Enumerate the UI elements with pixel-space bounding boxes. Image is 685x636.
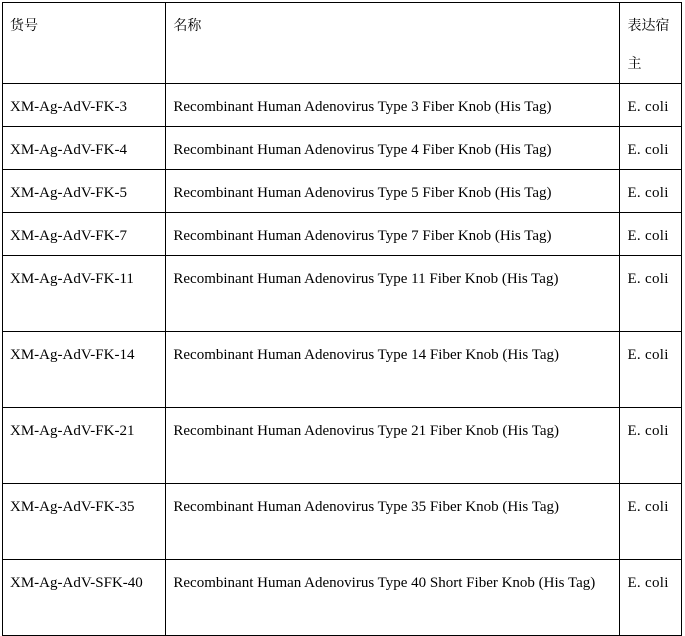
- cell-host: E. coli: [620, 170, 682, 213]
- cell-code: XM-Ag-AdV-FK-14: [3, 332, 166, 408]
- table-row: [3, 484, 682, 560]
- table-row: [3, 213, 682, 256]
- cell-host: E. coli: [620, 408, 682, 484]
- cell-code: XM-Ag-AdV-FK-5: [3, 170, 166, 213]
- cell-name: Recombinant Human Adenovirus Type 7 Fiber Knob (His Tag): [166, 213, 620, 256]
- cell-name: Recombinant Human Adenovirus Type 21 Fiber Knob (His Tag): [166, 408, 620, 484]
- cell-code: XM-Ag-AdV-FK-11: [3, 256, 166, 332]
- cell-name: Recombinant Human Adenovirus Type 40 Short Fiber Knob (His Tag): [166, 560, 620, 636]
- cell-code: XM-Ag-AdV-FK-7: [3, 213, 166, 256]
- cell-name: Recombinant Human Adenovirus Type 35 Fiber Knob (His Tag): [166, 484, 620, 560]
- cell-name: Recombinant Human Adenovirus Type 14 Fiber Knob (His Tag): [166, 332, 620, 408]
- cell-host: E. coli: [620, 84, 682, 127]
- cell-host: E. coli: [620, 332, 682, 408]
- product-table: [2, 2, 682, 636]
- cell-name: Recombinant Human Adenovirus Type 5 Fiber Knob (His Tag): [166, 170, 620, 213]
- table-row: [3, 560, 682, 636]
- table-row: [3, 170, 682, 213]
- cell-code: XM-Ag-AdV-FK-35: [3, 484, 166, 560]
- cell-name: Recombinant Human Adenovirus Type 3 Fiber Knob (His Tag): [166, 84, 620, 127]
- table-row: [3, 332, 682, 408]
- table-row: [3, 84, 682, 127]
- cell-host: E. coli: [620, 127, 682, 170]
- header-row: [3, 3, 682, 84]
- table-row: [3, 408, 682, 484]
- header-name: 名称: [166, 3, 620, 84]
- cell-code: XM-Ag-AdV-SFK-40: [3, 560, 166, 636]
- table-row: [3, 256, 682, 332]
- cell-code: XM-Ag-AdV-FK-21: [3, 408, 166, 484]
- cell-name: Recombinant Human Adenovirus Type 11 Fiber Knob (His Tag): [166, 256, 620, 332]
- header-host: 表达宿主: [620, 3, 682, 84]
- cell-host: E. coli: [620, 256, 682, 332]
- cell-host: E. coli: [620, 484, 682, 560]
- cell-code: XM-Ag-AdV-FK-3: [3, 84, 166, 127]
- cell-host: E. coli: [620, 213, 682, 256]
- cell-code: XM-Ag-AdV-FK-4: [3, 127, 166, 170]
- cell-host: E. coli: [620, 560, 682, 636]
- header-code: 货号: [3, 3, 166, 84]
- cell-name: Recombinant Human Adenovirus Type 4 Fiber Knob (His Tag): [166, 127, 620, 170]
- table-row: [3, 127, 682, 170]
